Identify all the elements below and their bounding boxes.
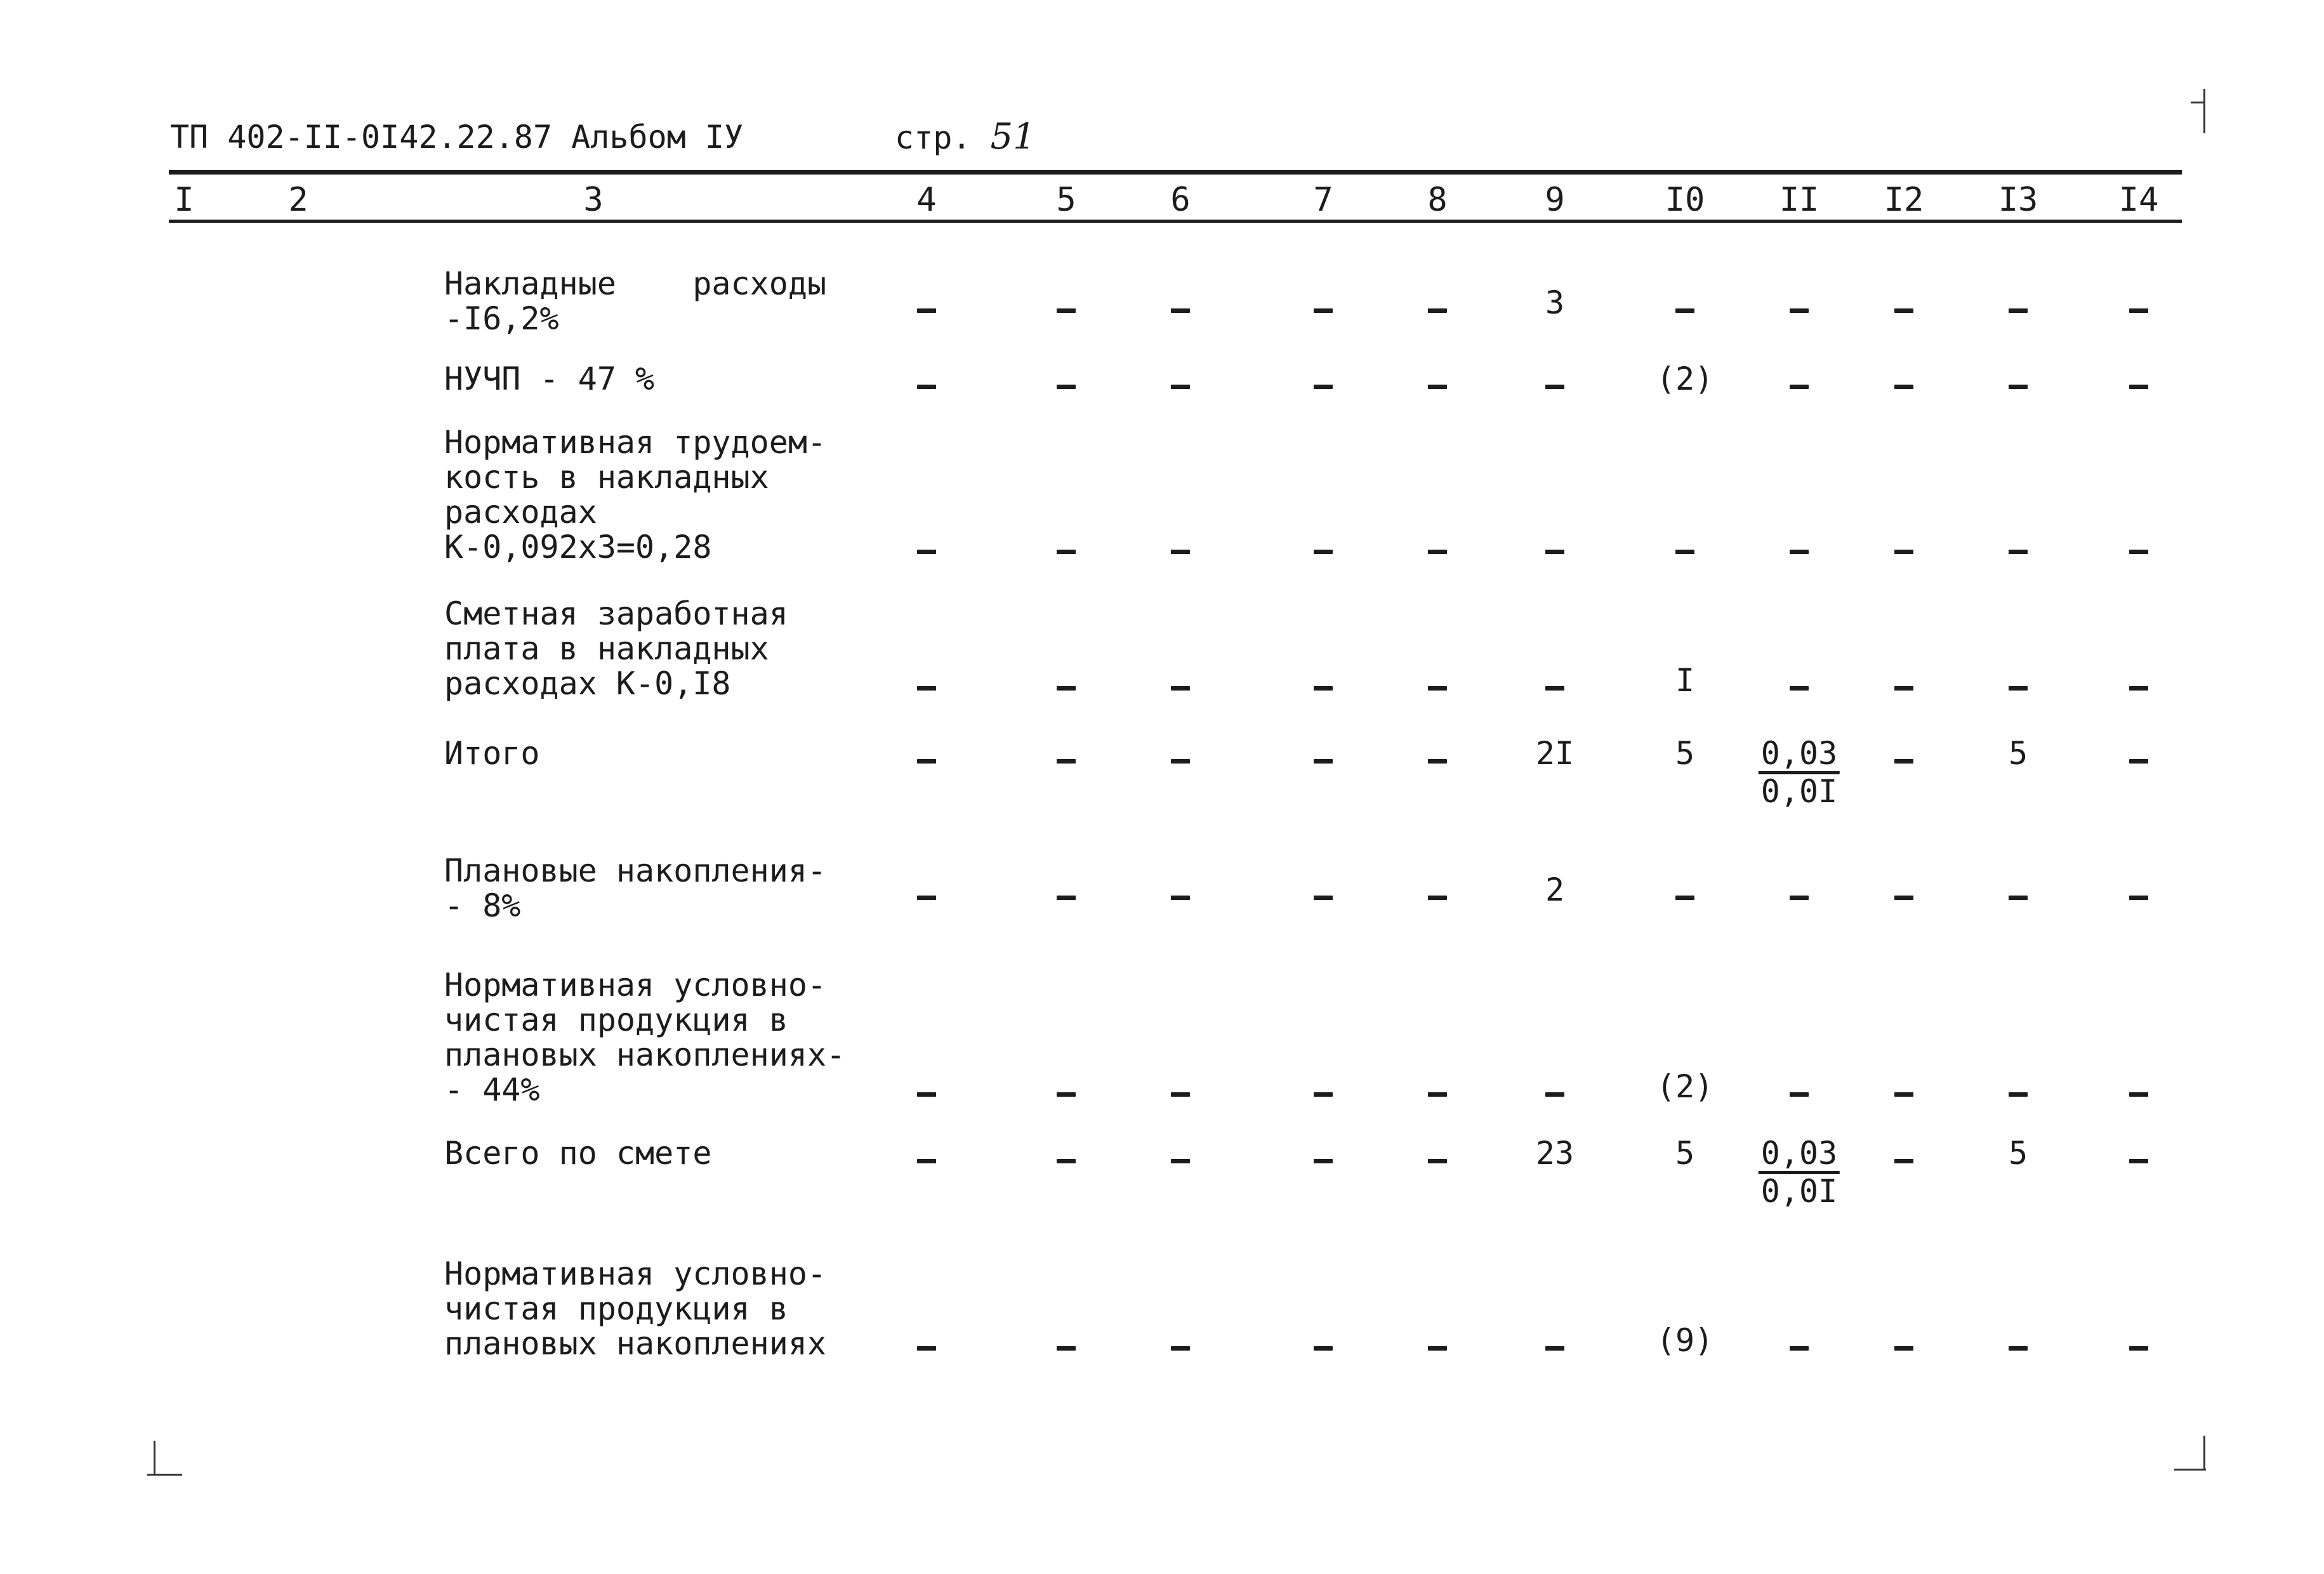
row-label-line: Нормативная условно-: [444, 1255, 827, 1292]
empty-value-dash: [1171, 896, 1190, 900]
empty-value-dash: [1314, 1159, 1333, 1163]
empty-value-dash: [1428, 686, 1447, 691]
empty-value-dash: [1314, 385, 1333, 389]
empty-value-dash: [1314, 759, 1333, 764]
column-header-6: 6: [1170, 181, 1191, 219]
empty-value-dash: [2129, 759, 2148, 764]
column-header-11: II: [1779, 181, 1819, 219]
empty-value-dash: [1314, 1346, 1333, 1351]
value-cell: 2: [1545, 871, 1565, 908]
empty-value-dash: [2129, 1092, 2148, 1097]
column-header-10: I0: [1665, 181, 1705, 219]
empty-value-dash: [1057, 1092, 1076, 1097]
empty-value-dash: [1894, 896, 1913, 900]
empty-value-dash: [1057, 550, 1076, 554]
empty-value-dash: [1428, 385, 1447, 389]
value-cell: 3: [1545, 284, 1565, 321]
crop-mark-bottom-right-tick: [2174, 1469, 2206, 1471]
empty-value-dash: [917, 759, 936, 764]
empty-value-dash: [1171, 308, 1190, 313]
column-header-14: I4: [2118, 181, 2159, 219]
empty-value-dash: [1314, 896, 1333, 900]
empty-value-dash: [1314, 308, 1333, 313]
empty-value-dash: [1057, 1346, 1076, 1351]
page-label: [895, 118, 1036, 157]
empty-value-dash: [1894, 759, 1913, 764]
empty-value-dash: [2129, 550, 2148, 554]
empty-value-dash: [1790, 550, 1809, 554]
value-cell: 5: [2008, 1135, 2028, 1172]
empty-value-dash: [1428, 1092, 1447, 1097]
empty-value-dash: [1790, 1092, 1809, 1097]
empty-value-dash: [1057, 686, 1076, 691]
row-label: [444, 968, 845, 1108]
empty-value-dash: [1894, 1346, 1913, 1351]
header-rule-bottom: [169, 220, 2182, 223]
page-number: 51: [990, 116, 1036, 157]
empty-value-dash: [1428, 308, 1447, 313]
column-header-9: 9: [1545, 181, 1565, 219]
empty-value-dash: [1545, 686, 1564, 691]
empty-value-dash: [2129, 896, 2148, 900]
empty-value-dash: [2009, 1092, 2028, 1097]
empty-value-dash: [1314, 1092, 1333, 1097]
empty-value-dash: [1428, 1159, 1447, 1163]
header-rule-top: [169, 170, 2182, 175]
empty-value-dash: [2009, 550, 2028, 554]
row-label: [444, 1257, 826, 1361]
empty-value-dash: [1545, 1346, 1564, 1351]
empty-value-dash: [1545, 550, 1564, 554]
empty-value-dash: [1675, 896, 1694, 900]
empty-value-dash: [917, 1092, 936, 1097]
empty-value-dash: [1790, 686, 1809, 691]
column-header-2: 2: [288, 181, 308, 219]
value-cell: (9): [1656, 1322, 1714, 1359]
row-label-line: Накладные расходы: [444, 265, 827, 302]
empty-value-dash: [917, 1346, 936, 1351]
empty-value-dash: [2129, 1346, 2148, 1351]
value-cell: 5: [1675, 1135, 1695, 1172]
empty-value-dash: [1545, 1092, 1564, 1097]
empty-value-dash: [1171, 1346, 1190, 1351]
empty-value-dash: [1057, 385, 1076, 389]
empty-value-dash: [1790, 308, 1809, 313]
crop-mark-bottom-left-tick: [147, 1474, 182, 1476]
column-header-3: 3: [583, 181, 604, 219]
row-label-line: Нормативная условно-: [444, 967, 827, 1003]
empty-value-dash: [1790, 385, 1809, 389]
column-header-5: 5: [1056, 181, 1076, 219]
value-cell: (2): [1656, 1068, 1714, 1105]
empty-value-dash: [1790, 896, 1809, 900]
row-label-line: -I6,2%: [444, 300, 559, 337]
value-cell: 5: [1675, 735, 1695, 772]
page-label-text: стр.: [895, 119, 972, 156]
empty-value-dash: [1057, 308, 1076, 313]
column-header-7: 7: [1313, 181, 1333, 219]
row-label-line: расходах К-0,I8: [444, 665, 731, 702]
row-label: [444, 736, 540, 771]
row-label-line: - 8%: [444, 887, 521, 924]
empty-value-dash: [1314, 550, 1333, 554]
value-cell: I: [1675, 662, 1695, 699]
empty-value-dash: [1171, 550, 1190, 554]
empty-value-dash: [1171, 686, 1190, 691]
empty-value-dash: [1171, 385, 1190, 389]
crop-mark-bottom-right: [2203, 1436, 2205, 1471]
row-label-line: - 44%: [444, 1071, 540, 1108]
row-label: [444, 267, 826, 336]
column-header-1: I: [174, 181, 194, 219]
value-cell: 5: [2008, 735, 2028, 772]
empty-value-dash: [2009, 1346, 2028, 1351]
row-label: [444, 362, 654, 397]
row-label-line: чистая продукция в: [444, 1002, 788, 1038]
row-label: [444, 597, 788, 701]
value-cell: 23: [1535, 1135, 1575, 1172]
row-label-line: чистая продукция в: [444, 1290, 788, 1327]
row-label-line: плата в накладных: [444, 630, 769, 667]
empty-value-dash: [1894, 308, 1913, 313]
row-label-line: Сметная заработная: [444, 595, 788, 632]
empty-value-dash: [917, 308, 936, 313]
row-label-line: Плановые накопления-: [444, 852, 827, 889]
empty-value-dash: [2009, 686, 2028, 691]
row-label-line: кость в накладных: [444, 459, 769, 496]
row-label-line: Всего по смете: [444, 1135, 712, 1172]
fraction-cell: [1759, 736, 1840, 809]
empty-value-dash: [1894, 686, 1913, 691]
column-header-13: I3: [1998, 181, 2038, 219]
fraction-cell: [1759, 1136, 1840, 1209]
empty-value-dash: [1790, 1346, 1809, 1351]
empty-value-dash: [1171, 1159, 1190, 1163]
column-header-8: 8: [1427, 181, 1448, 219]
empty-value-dash: [2129, 385, 2148, 389]
empty-value-dash: [1545, 385, 1564, 389]
column-header-12: I2: [1884, 181, 1924, 219]
row-label-line: НУЧП - 47 %: [444, 360, 655, 397]
row-label-line: К-0,092х3=0,28: [444, 529, 712, 565]
fraction-denominator: 0,0I: [1760, 1173, 1838, 1210]
empty-value-dash: [1171, 1092, 1190, 1097]
row-label: [444, 425, 826, 565]
crop-mark-top-right-tick: [2191, 102, 2205, 103]
empty-value-dash: [2009, 308, 2028, 313]
empty-value-dash: [917, 686, 936, 691]
empty-value-dash: [1428, 896, 1447, 900]
empty-value-dash: [1314, 686, 1333, 691]
empty-value-dash: [1171, 759, 1190, 764]
empty-value-dash: [1894, 1159, 1913, 1163]
row-label-line: Нормативная трудоем-: [444, 424, 827, 461]
empty-value-dash: [1894, 1092, 1913, 1097]
document-code: ТП 402-II-0I42.22.87 Альбом IУ: [170, 119, 744, 155]
empty-value-dash: [1428, 759, 1447, 764]
empty-value-dash: [1894, 550, 1913, 554]
empty-value-dash: [2129, 308, 2148, 313]
column-header-4: 4: [916, 181, 937, 219]
empty-value-dash: [917, 385, 936, 389]
empty-value-dash: [917, 1159, 936, 1163]
empty-value-dash: [1428, 1346, 1447, 1351]
empty-value-dash: [1057, 759, 1076, 764]
empty-value-dash: [1428, 550, 1447, 554]
empty-value-dash: [2009, 896, 2028, 900]
empty-value-dash: [917, 550, 936, 554]
empty-value-dash: [917, 896, 936, 900]
row-label: [444, 854, 826, 923]
empty-value-dash: [2129, 686, 2148, 691]
value-cell: (2): [1656, 360, 1714, 397]
empty-value-dash: [1894, 385, 1913, 389]
row-label-line: плановых накоплениях: [444, 1325, 827, 1362]
fraction-numerator: 0,03: [1759, 1136, 1840, 1174]
fraction-denominator: 0,0I: [1760, 773, 1838, 810]
row-label-line: расходах: [444, 494, 597, 531]
empty-value-dash: [1057, 1159, 1076, 1163]
row-label: [444, 1136, 711, 1171]
crop-mark-bottom-left: [154, 1441, 155, 1476]
empty-value-dash: [1675, 550, 1694, 554]
value-cell: 2I: [1535, 735, 1575, 772]
row-label-line: плановых накоплениях-: [444, 1036, 846, 1073]
empty-value-dash: [1057, 896, 1076, 900]
empty-value-dash: [2009, 385, 2028, 389]
fraction-numerator: 0,03: [1759, 736, 1840, 774]
row-label-line: Итого: [444, 735, 540, 772]
empty-value-dash: [1675, 308, 1694, 313]
crop-mark-top-right: [2203, 89, 2205, 133]
empty-value-dash: [2129, 1159, 2148, 1163]
